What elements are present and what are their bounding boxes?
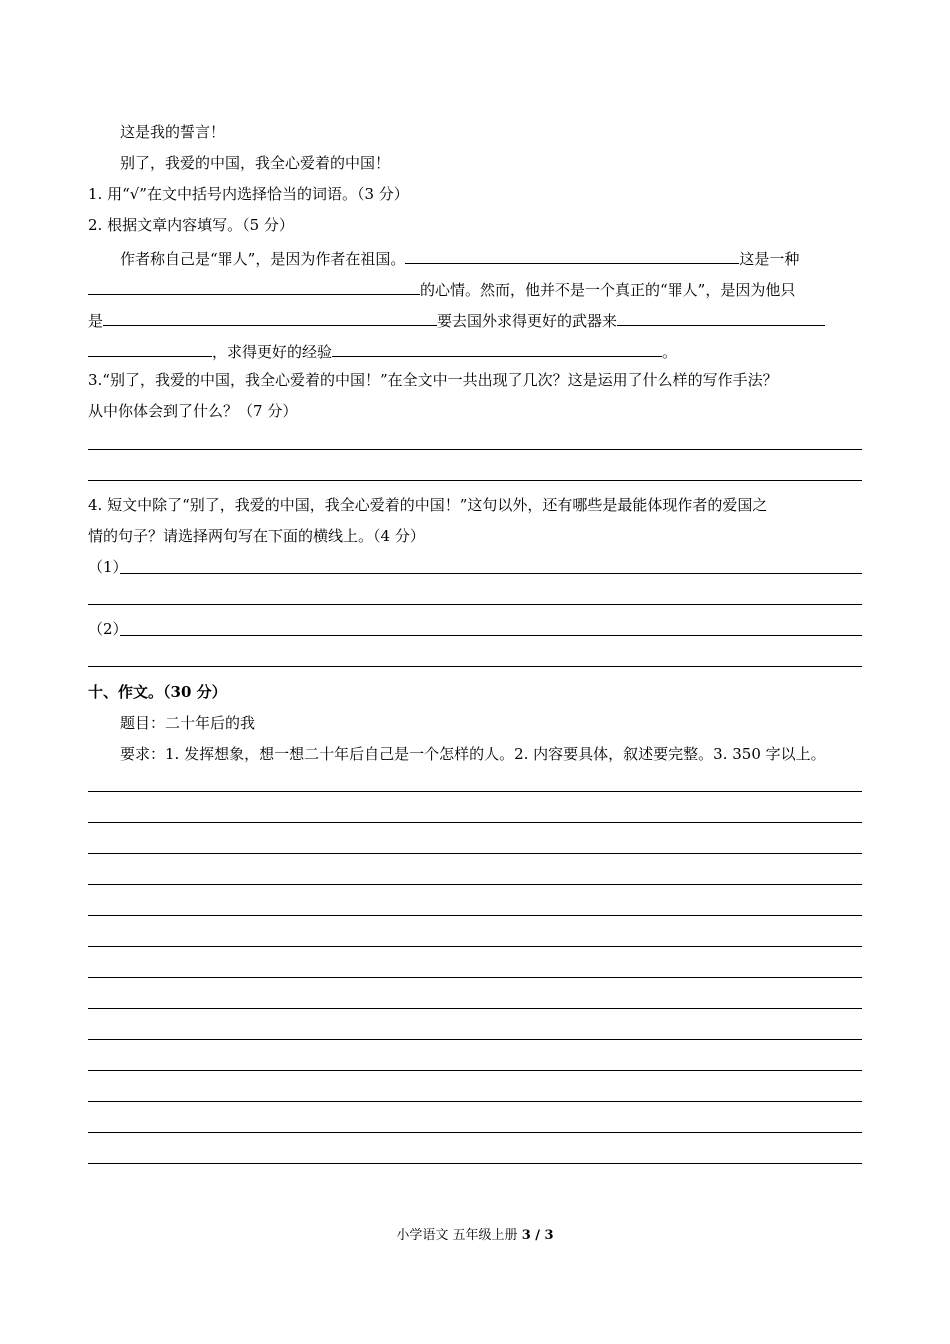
q2-blank-6[interactable] (332, 339, 662, 357)
q2-text-2: 这是一种 (739, 250, 800, 268)
question-3-line-1: 3.“别了，我爱的中国，我全心爱着的中国！”在全文中一共出现了几次？这是运用了什么样的写作手法？ (88, 371, 778, 389)
writing-line[interactable] (88, 946, 862, 947)
writing-line[interactable] (88, 1008, 862, 1009)
q4-item-1-label: （1） (88, 558, 128, 576)
q2-text-1: 作者称自己是“罪人”，是因为作者在祖国。 (120, 250, 406, 268)
q3-answer-line[interactable] (88, 480, 862, 481)
q2-blank-1[interactable] (405, 246, 739, 264)
q2-blank-3[interactable] (103, 308, 437, 326)
page-number: 3 / 3 (521, 1228, 554, 1243)
writing-line[interactable] (88, 1163, 862, 1164)
q2-text-3: 的心情。然而，他并不是一个真正的“罪人”，是因为他只 (420, 281, 796, 299)
q2-blank-4[interactable] (617, 308, 825, 326)
writing-line[interactable] (88, 884, 862, 885)
q2-text-7: 。 (662, 343, 678, 361)
question-2: 2. 根据文章内容填写。（5 分） (88, 216, 294, 234)
q3-answer-line[interactable] (88, 449, 862, 450)
q2-fill-line-2 (88, 277, 795, 300)
q4-item-2-label: （2） (88, 620, 128, 638)
q4-answer-line[interactable] (88, 604, 862, 605)
q4-answer-line[interactable] (120, 573, 862, 574)
composition-heading: 十、作文。（30 分） (88, 683, 227, 701)
q4-item-1 (88, 557, 128, 577)
writing-line[interactable] (88, 822, 862, 823)
question-4-line-2: 情的句子？请选择两句写在下面的横线上。（4 分） (88, 527, 425, 545)
question-1: 1. 用“√”在文中括号内选择恰当的词语。（3 分） (88, 185, 409, 203)
passage-line-2: 别了，我爱的中国，我全心爱着的中国！ (120, 154, 391, 172)
question-3-line-2: 从中你体会到了什么？（7 分） (88, 402, 298, 420)
page-footer (0, 1226, 950, 1246)
q2-fill-line-3 (88, 308, 825, 331)
q4-answer-line[interactable] (120, 635, 862, 636)
composition-requirements: 要求：1. 发挥想象，想一想二十年后自己是一个怎样的人。2. 内容要具体，叙述要完整。3. 350 字以上。 (120, 745, 826, 763)
writing-line[interactable] (88, 1070, 862, 1071)
writing-line[interactable] (88, 977, 862, 978)
passage-line-1: 这是我的誓言！ (120, 123, 226, 141)
question-4-line-1: 4. 短文中除了“别了，我爱的中国，我全心爱着的中国！”这句以外，还有哪些是最能体现作者的爱国之 (88, 496, 768, 514)
q2-text-4: 是 (88, 312, 104, 330)
writing-line[interactable] (88, 853, 862, 854)
q2-text-6: ，求得更好的经验 (212, 343, 333, 361)
writing-line[interactable] (88, 1132, 862, 1133)
composition-topic: 题目：二十年后的我 (120, 714, 256, 732)
writing-line[interactable] (88, 791, 862, 792)
q2-text-5: 要去国外求得更好的武器来 (437, 312, 618, 330)
q2-blank-2[interactable] (88, 277, 420, 295)
writing-line[interactable] (88, 915, 862, 916)
writing-line[interactable] (88, 1039, 862, 1040)
q4-answer-line[interactable] (88, 666, 862, 667)
q2-fill-line-4 (88, 339, 677, 362)
footer-label: 小学语文 五年级上册 (396, 1228, 518, 1243)
q2-fill-line-1 (120, 246, 799, 269)
q2-blank-5[interactable] (88, 339, 212, 357)
q4-item-2 (88, 619, 128, 639)
writing-line[interactable] (88, 1101, 862, 1102)
